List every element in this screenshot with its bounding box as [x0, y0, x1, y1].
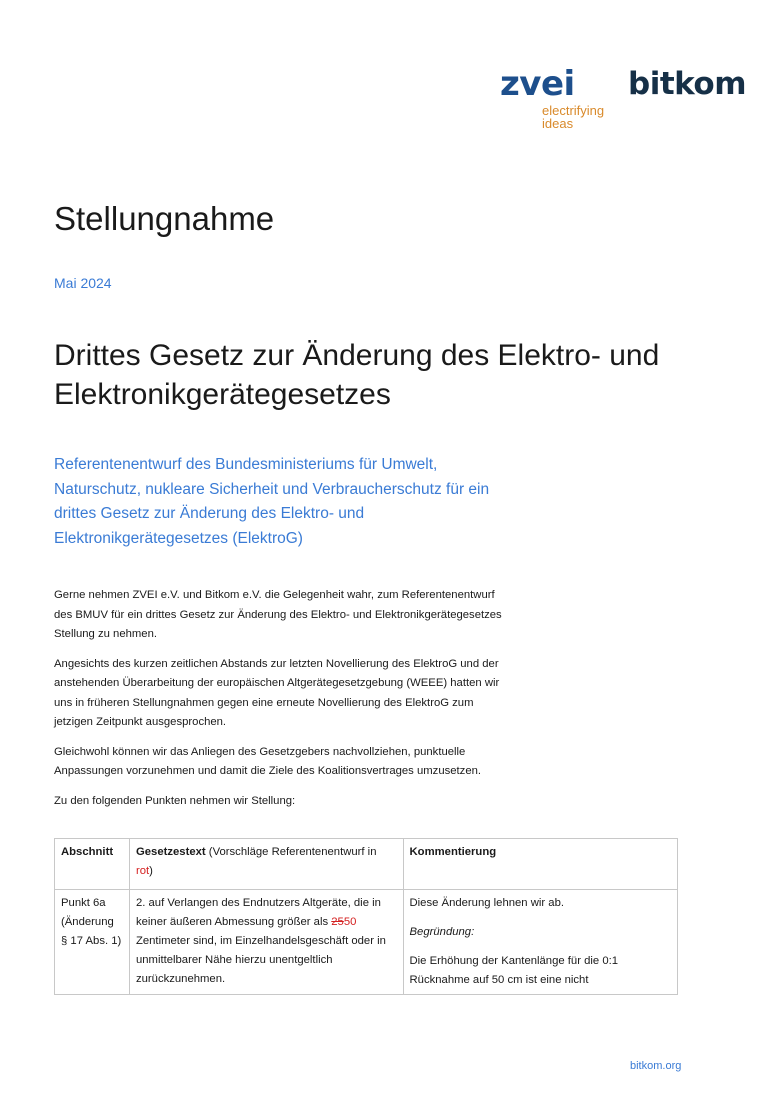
comment-reason-label: Begründung:	[409, 926, 475, 938]
paragraph: Gerne nehmen ZVEI e.V. und Bitkom e.V. die Gelegenheit wahr, zum Referentenentwurf des BMUV für ein drittes Gesetz zur Änderung des Elektro- und Elektronikgerätegesetzes Stellung zu nehmen.	[54, 589, 502, 640]
paragraph: Angesichts des kurzen zeitlichen Abstands zur letzten Novellierung des ElektroG und der anstehenden Überarbeitung der europäischen Altgerätegesetzgebung (WEEE) hatten wir uns in früheren Stellungnahmen gegen eine erneute Novellierung des ElektroG zum jetzigen Zeitpunkt ausgesprochen.	[54, 657, 500, 728]
paragraph: Zu den folgenden Punkten nehmen wir Stellung:	[54, 794, 296, 807]
comment-line: Diese Änderung lehnen wir ab.	[409, 897, 565, 909]
header-abschnitt: Abschnitt	[55, 839, 130, 890]
bitkom-logo: bitkom	[628, 66, 747, 102]
header-gesetzestext-end: )	[149, 865, 153, 877]
body-text	[54, 586, 514, 821]
table-row	[55, 890, 678, 995]
cell-gesetzestext	[129, 890, 403, 995]
header-gesetzestext-rest: (Vorschläge Referentenentwurf in	[205, 846, 377, 858]
comment-line: Die Erhöhung der Kantenlänge für die 0:1 Rücknahme auf 50 cm ist eine nicht	[409, 955, 619, 986]
cell-abschnitt: Punkt 6a (Änderung § 17 Abs. 1)	[55, 890, 130, 995]
zvei-tagline: electrifying ideas	[542, 103, 605, 131]
header-gesetzestext-bold: Gesetzestext	[135, 846, 206, 858]
table-header-row	[55, 839, 678, 890]
page-title: Drittes Gesetz zur Änderung des Elektro- und Elektronikgerätegesetzes	[54, 339, 660, 411]
zvei-logo: zvei	[500, 64, 575, 104]
law-text-after: Zentimeter sind, im Einzelhandelsgeschäft oder in unmittelbarer Nähe hierzu unentgeltlich zurückzunehmen.	[135, 935, 386, 985]
paragraph: Gleichwohl können wir das Anliegen des Gesetzgebers nachvollziehen, punktuelle Anpassungen vorzunehmen und damit die Ziele des Koalitionsvertrages umzusetzen.	[54, 745, 482, 777]
document-type: Stellungnahme	[54, 200, 275, 237]
header-gesetzestext	[129, 839, 403, 890]
comments-table	[54, 838, 678, 995]
law-text-before: 2. auf Verlangen des Endnutzers Altgeräte, die in keiner äußeren Abmessung größer als	[135, 897, 381, 928]
subtitle: Referentenentwurf des Bundesministeriums für Umwelt, Naturschutz, nukleare Sicherheit und Verbraucherschutz für ein drittes Gesetz zur Änderung des Elektro- und Elektronikgerätegesetzes (ElektroG)	[54, 456, 490, 547]
law-text-new: 50	[343, 916, 357, 928]
document-date: Mai 2024	[54, 275, 112, 291]
footer-link[interactable]: bitkom.org	[630, 1060, 682, 1072]
header-logos	[498, 62, 748, 142]
cell-kommentierung	[403, 890, 677, 995]
header-red-word: rot	[135, 865, 150, 877]
header-kommentierung: Kommentierung	[403, 839, 677, 890]
law-text-struck: 25	[331, 916, 344, 928]
